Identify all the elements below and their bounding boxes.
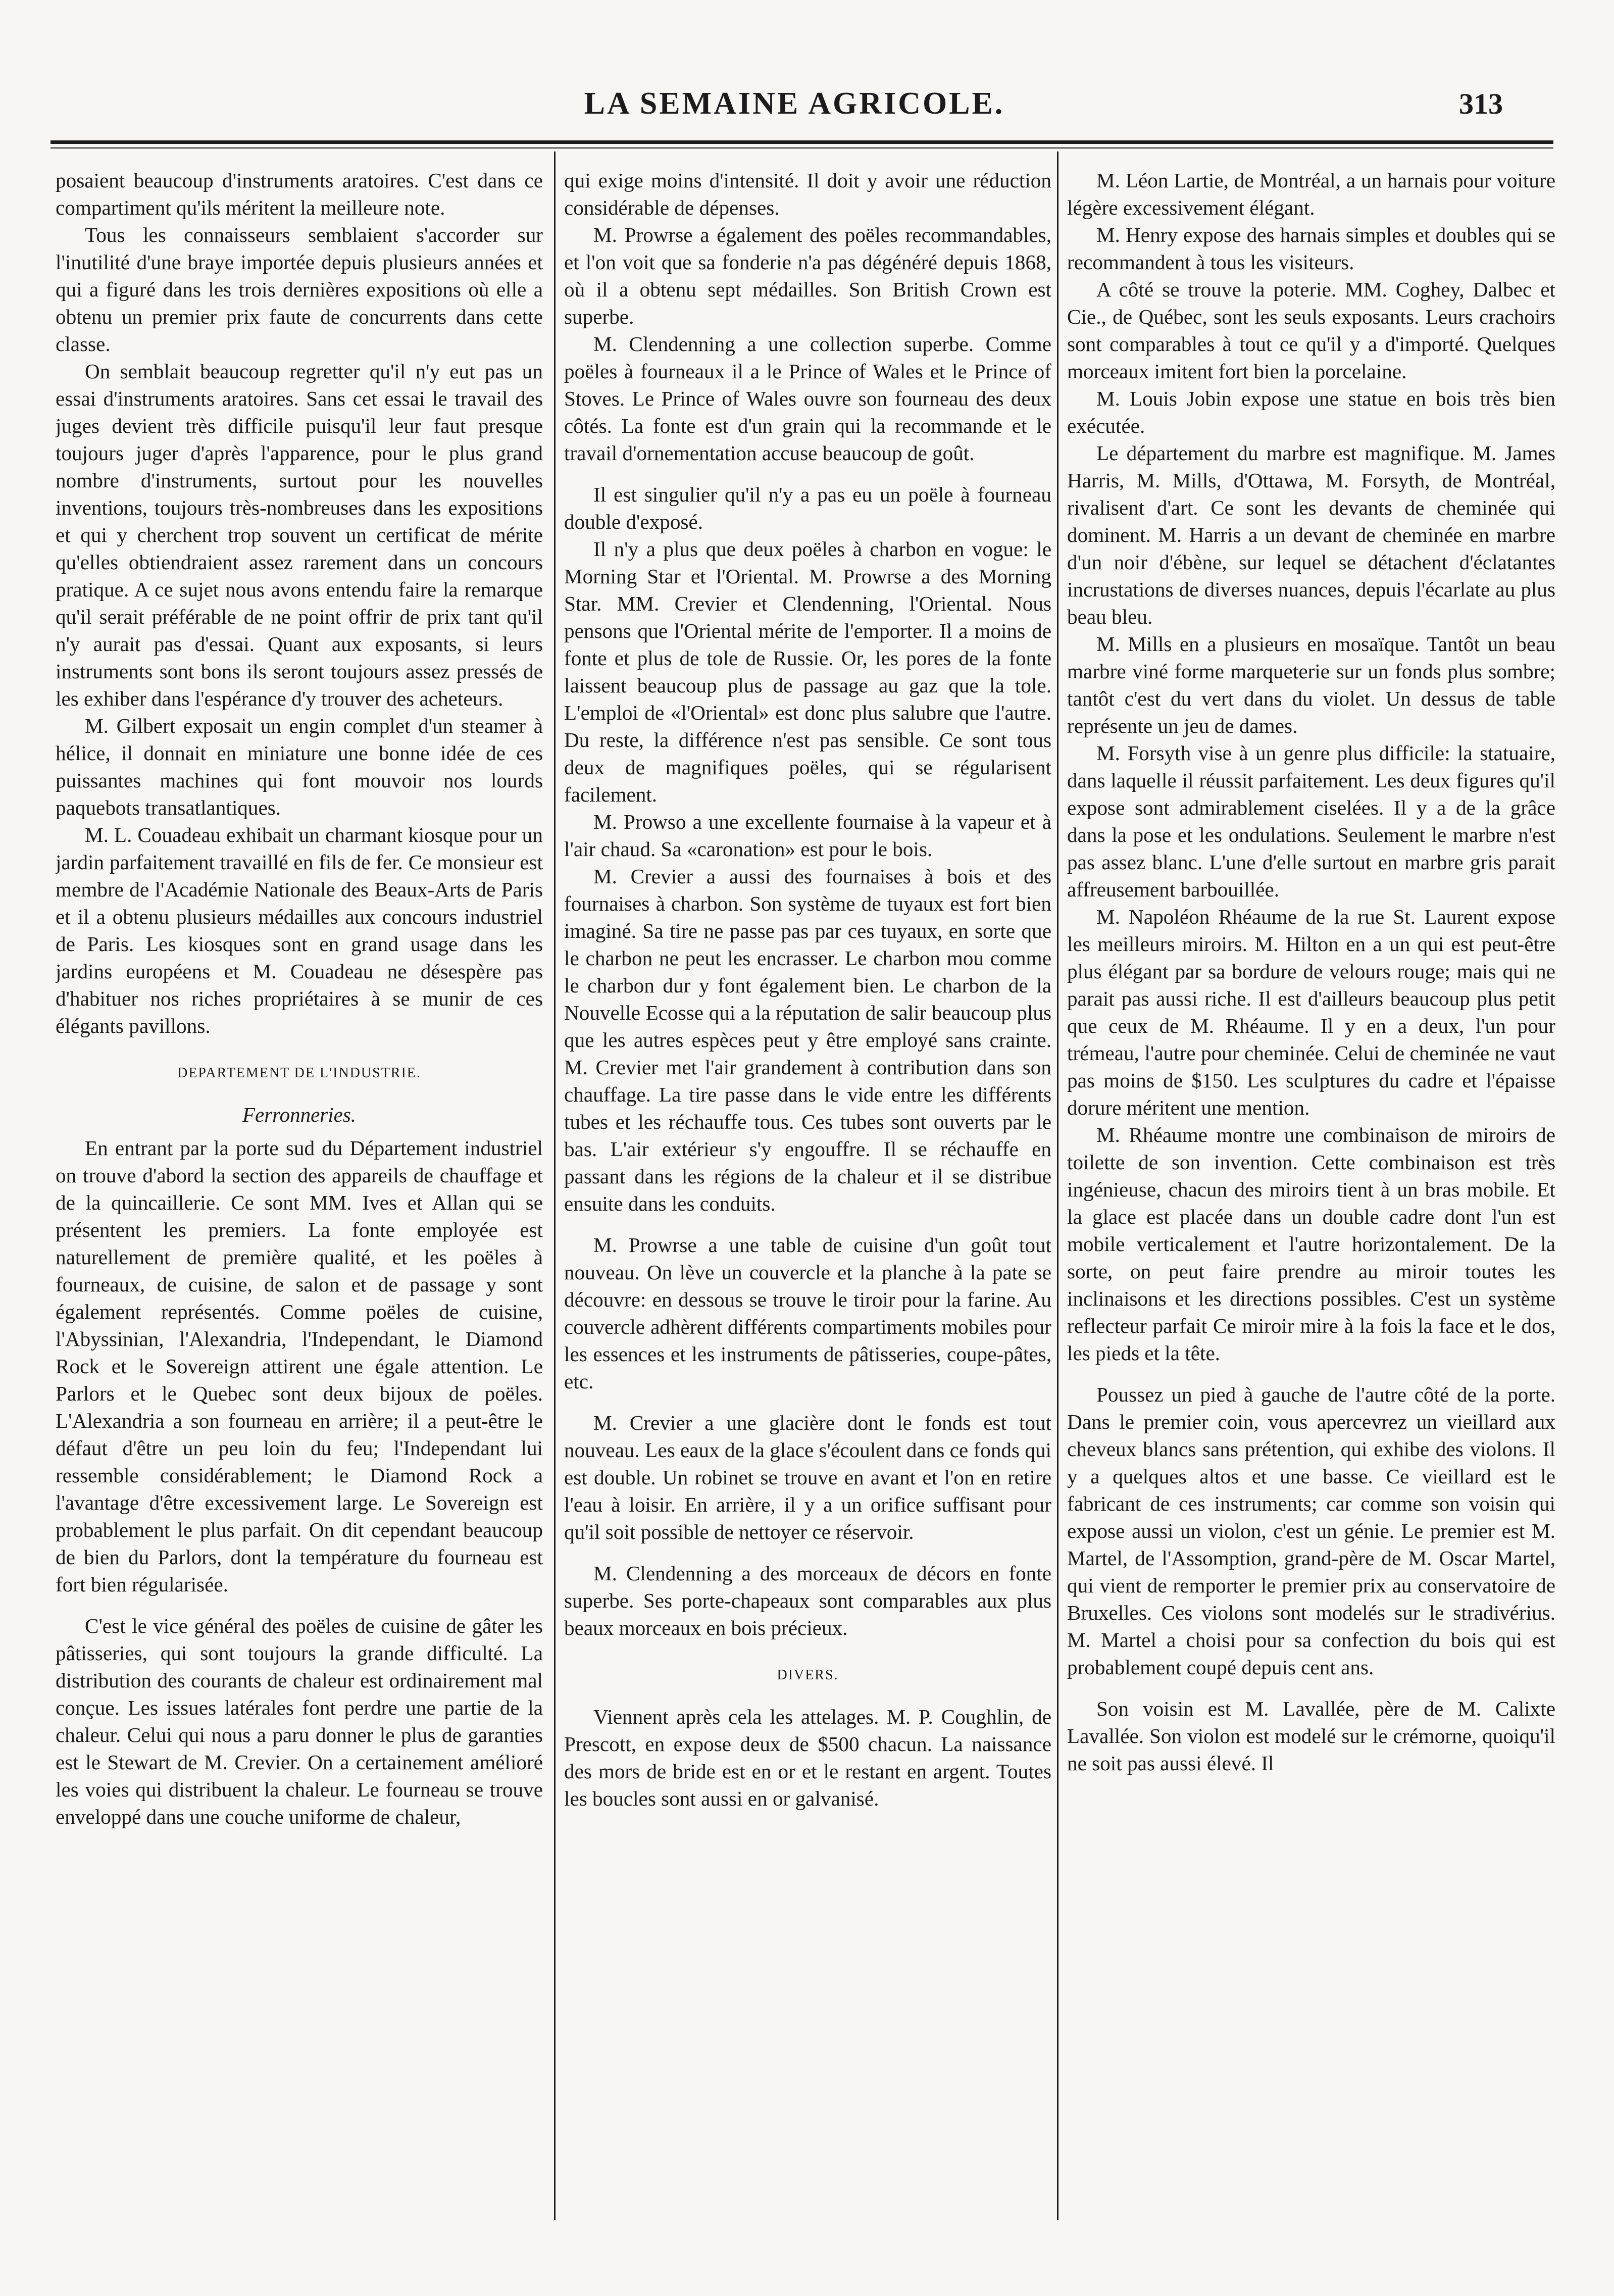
article-paragraph: M. Léon Lartie, de Montréal, a un harnais pour voiture légère excessivement élégant. <box>1067 169 1555 219</box>
article-paragraph: Il n'y a plus que deux poëles à charbon en vogue: le Morning Star et l'Oriental. M. Prowrse a des Morning Star. MM. Crevier et Clendenning, l'Oriental. Nous pensons que l'Oriental mérite de l'emporter. Il a moins de fonte et plus de tole de Russie. Or, les pores de la fonte laissent beaucoup plus de passage au gaz que la tole. L'emploi de «l'Oriental» est donc plus salubre que l'autre. Du reste, la différence n'est pas sensible. Ce sont tous deux de magnifiques poëles, qui se régularisent facilement. <box>564 537 1051 806</box>
article-paragraph: M. Crevier a une glacière dont le fonds est tout nouveau. Les eaux de la glace s'écoulent dans ce fonds qui est double. Un robinet se trouve en avant et l'on en retire l'eau à loisir. En arrière, il y a un orifice suffisant pour qu'il soit possible de nettoyer ce réservoir. <box>564 1411 1051 1543</box>
article-paragraph: Viennent après cela les attelages. M. P. Coughlin, de Prescott, en expose deux de $500 chacun. La naissance des mors de bride est en or et le restant en argent. Toutes les boucles sont aussi en or galvanisé. <box>564 1705 1051 1810</box>
article-paragraph: M. L. Couadeau exhibait un charmant kiosque pour un jardin parfaitement travaillé en fils de fer. Ce monsieur est membre de l'Académie Nationale des Beaux-Arts de Paris et il a obtenu plusieurs médailles aux concours industriel de Paris. Les kiosques sont en grand usage dans les jardins européens et M. Couadeau ne désespère pas d'habituer nos riches propriétaires à se munir de ces élégants pavillons. <box>56 823 543 1037</box>
article-paragraph: posaient beaucoup d'instruments aratoires. C'est dans ce compartiment qu'ils méritent la meilleure note. <box>56 169 543 219</box>
article-paragraph: M. Mills en a plusieurs en mosaïque. Tantôt un beau marbre viné forme marqueterie sur un fonds plus sombre; tantôt c'est du vert dans du violet. Un dessus de table représente un jeu de dames. <box>1067 632 1555 737</box>
article-paragraph: M. Prowso a une excellente fournaise à la vapeur et à l'air chaud. Sa «caronation» est pour le bois. <box>564 810 1051 861</box>
page-header <box>51 86 1538 141</box>
article-paragraph: Tous les connaisseurs semblaient s'accorder sur l'inutilité d'une braye importée depuis plusieurs années et qui a figuré dans les trois dernières expositions où elle a obtenu un premier prix faute de concurrents dans cette classe. <box>56 223 543 356</box>
article-paragraph: M. Prowrse a également des poëles recommandables, et l'on voit que sa fonderie n'a pas dégénéré depuis 1868, où il a obtenu sept médailles. Son British Crown est superbe. <box>564 223 1051 328</box>
article-paragraph: qui exige moins d'intensité. Il doit y avoir une réduction considérable de dépenses. <box>564 169 1051 219</box>
article-paragraph: M. Rhéaume montre une combinaison de miroirs de toilette de son invention. Cette combinaison est très ingénieuse, chacun des miroirs tient à un bras mobile. Et la glace est placée dans un double cadre dont l'un est mobile verticalement et l'autre horizontalement. De la sorte, on peut faire prendre au miroir toutes les inclinaisons et les directions possibles. C'est un système reflecteur parfait Ce miroir mire à la fois la face et le dos, les pieds et la tête. <box>1067 1123 1555 1365</box>
article-paragraph: Poussez un pied à gauche de l'autre côté de la porte. Dans le premier coin, vous apercevrez un vieillard aux cheveux blancs sans prétention, qui exhibe des violons. Il y a quelques altos et une basse. Ce vieillard est le fabricant de ces instruments; car comme son voisin qui expose aussi un violon, c'est un génie. Le premier est M. Martel, de l'Assomption, grand-père de M. Oscar Martel, qui vient de remporter le premier prix au conservatoire de Bruxelles. Ces violons sont modelés sur le stradivérius. M. Martel a choisi pour sa confection du bois qui est probablement coupé depuis cent ans. <box>1067 1383 1555 1679</box>
article-paragraph: M. Crevier a aussi des fournaises à bois et des fournaises à charbon. Son système de tuyaux est fort bien imaginé. Sa tire ne passe pas par ces tuyaux, en sorte que le charbon ne peut les encrasser. Le charbon mou comme le charbon dur y font également bien. Le charbon de la Nouvelle Ecosse qui a la réputation de salir beaucoup plus que les autres espèces peut y être employé sans crainte. M. Crevier met l'air grandement à contribution dans son chauffage. La tire passe dans le vide entre les différents tubes et les réchauffe tous. Ces tubes sont ouverts par le bas. L'air extérieur s'y engouffre. Il se réchauffe en passant dans les régions de la chaleur et il se distribue ensuite dans les conduits. <box>564 865 1051 1215</box>
article-paragraph: Son voisin est M. Lavallée, père de M. Calixte Lavallée. Son violon est modelé sur le crémorne, quoiqu'il ne soit pas aussi élevé. Il <box>1067 1697 1555 1775</box>
article-paragraph: M. Forsyth vise à un genre plus difficile: la statuaire, dans laquelle il réussit parfaitement. Les deux figures qu'il expose sont admirablement ciselées. Il y a de la grâce dans la pose et les ondulations. Seulement le marbre n'est pas assez blanc. L'une d'elle surtout en marbre gris parait affreusement barbouillée. <box>1067 741 1555 901</box>
page-number: 313 <box>1459 87 1503 120</box>
section-heading: DIVERS. <box>777 1667 839 1683</box>
column-divider <box>1057 152 1058 2220</box>
text-column-1 <box>56 167 543 2220</box>
article-paragraph: Le département du marbre est magnifique. M. James Harris, M. Mills, d'Ottawa, M. Forsyth, de Montréal, rivalisent d'art. Ce sont les devants de cheminée qui dominent. M. Harris a un devant de cheminée en marbre d'un noir d'ébène, sur lequel se détachent d'éclatantes incrustations de diverses nuances, depuis l'écarlate au plus beau bleu. <box>1067 441 1555 628</box>
article-paragraph: M. Clendenning a des morceaux de décors en fonte superbe. Ses porte-chapeaux sont comparables aux plus beaux morceaux en bois précieux. <box>564 1562 1051 1639</box>
article-paragraph: C'est le vice général des poëles de cuisine de gâter les pâtisseries, qui sont toujours la grande difficulté. La distribution des courants de chaleur est ordinairement mal conçue. Les issues latérales font perdre une partie de la chaleur. Celui qui nous a paru donner le plus de garanties est le Stewart de M. Crevier. On a certainement amélioré les voies qui distribuent la chaleur. Le fourneau se trouve enveloppé dans une couche uniforme de chaleur, <box>56 1614 543 1828</box>
article-paragraph: M. Gilbert exposait un engin complet d'un steamer à hélice, il donnait en miniature une bonne idée de ces puissantes machines qui font mouvoir nos lourds paquebots transatlantiques. <box>56 714 543 819</box>
article-paragraph: M. Napoléon Rhéaume de la rue St. Laurent expose les meilleurs miroirs. M. Hilton en a un qui est peut-être plus élégant par sa bordure de velours rouge; mais qui ne parait pas aussi riche. Il est d'ailleurs beaucoup plus petit que ceux de M. Rhéaume. Il y en a deux, l'un pour trémeau, l'autre pour cheminée. Celui de cheminée ne vaut pas moins de $150. Les sculptures du cadre et l'épaisse dorure méritent une mention. <box>1067 905 1555 1119</box>
column-divider <box>554 152 556 2220</box>
section-heading: DEPARTEMENT DE L'INDUSTRIE. <box>177 1065 421 1081</box>
article-paragraph: M. Louis Jobin expose une statue en bois très bien exécutée. <box>1067 387 1555 437</box>
text-column-2 <box>564 167 1051 2220</box>
text-column-3 <box>1067 167 1555 2220</box>
article-paragraph: En entrant par la porte sud du Département industriel on trouve d'abord la section des appareils de chauffage et de la quincaillerie. Ce sont MM. Ives et Allan qui se présentent les premiers. La fonte employée est naturellement de première qualité, et les poëles à fourneaux, de cuisine, de salon et de passage y sont également représentés. Comme poëles de cuisine, l'Abyssinian, l'Alexandria, l'Independant, le Diamond Rock et le Sovereign attirent une égale attention. Le Parlors et le Quebec sont deux bijoux de poëles. L'Alexandria a son fourneau en arrière; il a peut-être le défaut d'être un peu loin du feu; l'Independant lui ressemble considérablement; le Diamond Rock a l'avantage d'être excessivement large. Le Sovereign est probablement le plus parfait. On dit cependant beaucoup de bien du Parlors, dont la température du fourneau est fort bien régularisée. <box>56 1136 543 1596</box>
article-paragraph: M. Prowrse a une table de cuisine d'un goût tout nouveau. On lève un couvercle et la planche à la pate se découvre: en dessous se trouve le tiroir pour la farine. Au couvercle adhèrent différents compartiments mobiles pour les essences et les instruments de pâtisseries, coupe-pâtes, etc. <box>564 1233 1051 1393</box>
header-rule-thin <box>51 147 1553 148</box>
article-paragraph: On semblait beaucoup regretter qu'il n'y eut pas un essai d'instruments aratoires. Sans cet essai le travail des juges devient très difficile puisqu'il leur faut presque toujours juger d'après l'apparence, pour le plus grand nombre d'instruments, surtout pour les nouvelles inventions, toujours très-nombreuses dans les expositions et qui y cherchent trop souvent un certificat de mérite qu'elles obtiendraient assez rarement dans un concours pratique. A ce sujet nous avons entendu faire la remarque qu'il serait préférable de ne point offrir de prix tant qu'il n'y aurait pas d'essai. Quant aux exposants, si leurs instruments sont bons ils seront toujours assez pressés de les exhiber dans l'espérance d'y trouver des acheteurs. <box>56 360 543 710</box>
subsection-heading: Ferronneries. <box>242 1103 357 1126</box>
article-paragraph: Il est singulier qu'il n'y a pas eu un poële à fourneau double d'exposé. <box>564 483 1051 533</box>
publication-title: LA SEMAINE AGRICOLE. <box>584 86 1005 121</box>
header-rule <box>51 140 1553 144</box>
article-paragraph: M. Clendenning a une collection superbe. Comme poëles à fourneaux il a le Prince of Wales et le Prince of Stoves. Le Prince of Wales ouvre son fourneau des deux côtés. La fonte est d'un grain qui la recommande et le travail d'ornementation accuse beaucoup de goût. <box>564 332 1051 465</box>
article-paragraph: A côté se trouve la poterie. MM. Coghey, Dalbec et Cie., de Québec, sont les seuls exposants. Leurs crachoirs sont comparables à tout ce qu'il y a d'importé. Quelques morceaux imitent fort bien la porcelaine. <box>1067 278 1555 383</box>
article-paragraph: M. Henry expose des harnais simples et doubles qui se recommandent à tous les visiteurs. <box>1067 223 1555 274</box>
